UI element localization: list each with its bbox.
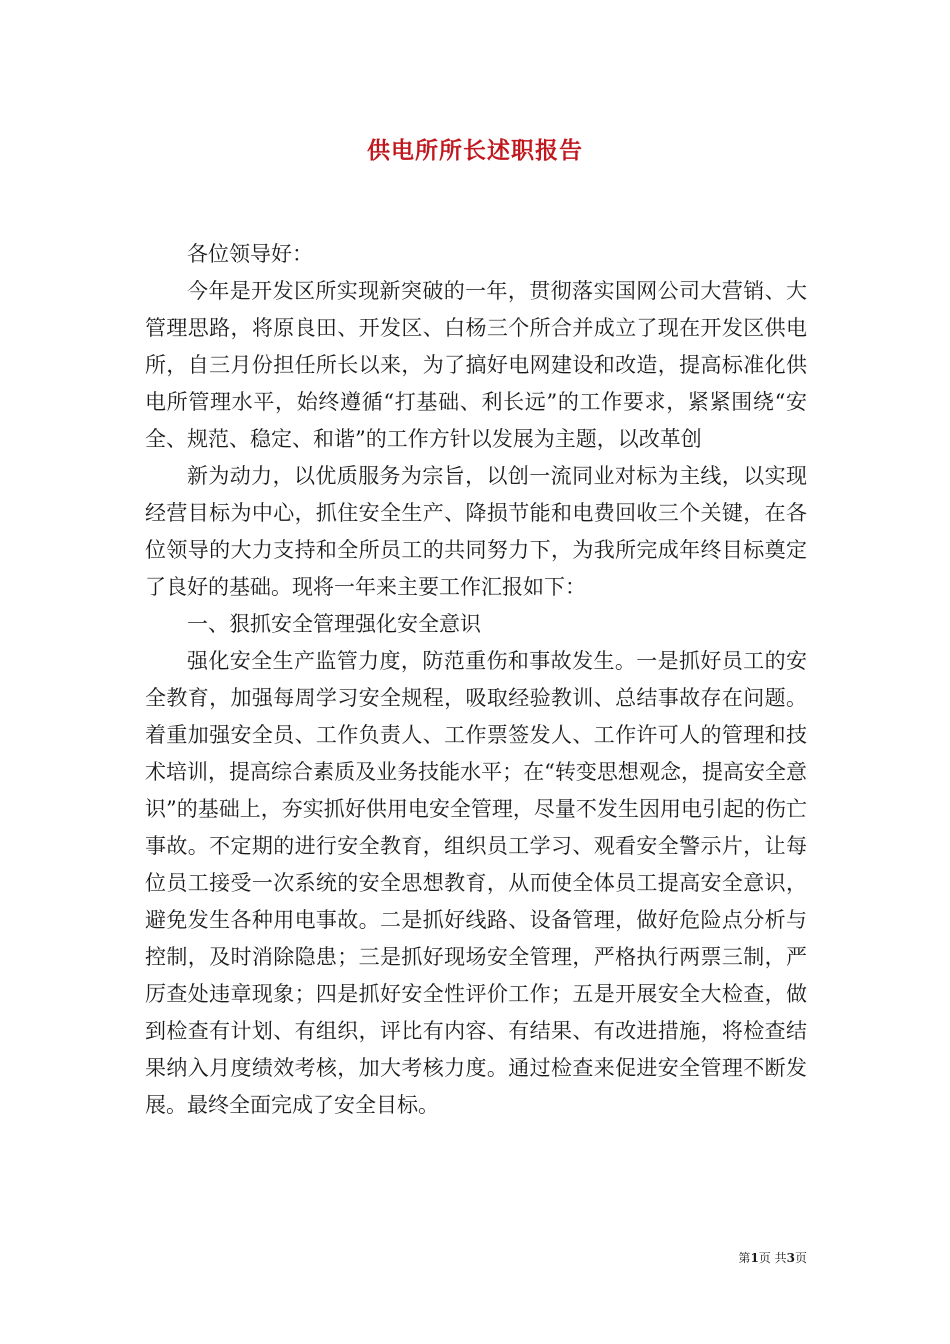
page-title: 供电所所长述职报告 (367, 137, 583, 164)
footer-current-page: 1 (750, 1251, 759, 1265)
footer-middle: 页 共 (758, 1251, 787, 1265)
page-number-footer (0, 1249, 807, 1266)
body-paragraph: 强化安全生产监管力度，防范重伤和事故发生。一是抓好员工的安全教育，加强每周学习安全规程，吸取经验教训、总结事故存在问题。着重加强安全员、工作负责人、工作票签发人、工作许可人的管理和技术培训，提高综合素质及业务技能水平；在“转变思想观念，提高安全意识”的基础上，夯实抓好供用电安全管理，尽量不发生因用电引起的伤亡事故。不定期的进行安全教育，组织员工学习、观看安全警示片，让每位员工接受一次系统的安全思想教育，从而使全体员工提高安全意识，避免发生各种用电事故。二是抓好线路、设备管理，做好危险点分析与控制，及时消除隐患；三是抓好现场安全管理，严格执行两票三制，严厉查处违章现象；四是抓好安全性评价工作；五是开展安全大检查，做到检查有计划、有组织，评比有内容、有结果、有改进措施，将检查结果纳入月度绩效考核，加大考核力度。通过检查来促进安全管理不断发展。最终全面完成了安全目标。 (145, 649, 807, 1117)
section-heading: 一、狠抓安全管理强化安全意识 (187, 612, 481, 636)
footer-suffix: 页 (794, 1251, 807, 1265)
document-body (145, 236, 807, 1124)
salutation-paragraph: 各位领导好： (187, 242, 313, 266)
body-paragraph: 新为动力，以优质服务为宗旨，以创一流同业对标为主线，以实现经营目标为中心，抓住安全生产、降损节能和电费回收三个关键，在各位领导的大力支持和全所员工的共同努力下，为我所完成年终目标奠定了良好的基础。现将一年来主要工作汇报如下： (145, 464, 807, 599)
footer-total-pages: 3 (786, 1251, 795, 1265)
body-paragraph: 今年是开发区所实现新突破的一年，贯彻落实国网公司大营销、大管理思路，将原良田、开发区、白杨三个所合并成立了现在开发区供电所，自三月份担任所长以来，为了搞好电网建设和改造，提高标准化供电所管理水平，始终遵循“打基础、利长远”的工作要求，紧紧围绕“安全、规范、稳定、和谐”的工作方针以发展为主题，以改革创 (145, 279, 807, 451)
footer-prefix: 第 (738, 1251, 751, 1265)
